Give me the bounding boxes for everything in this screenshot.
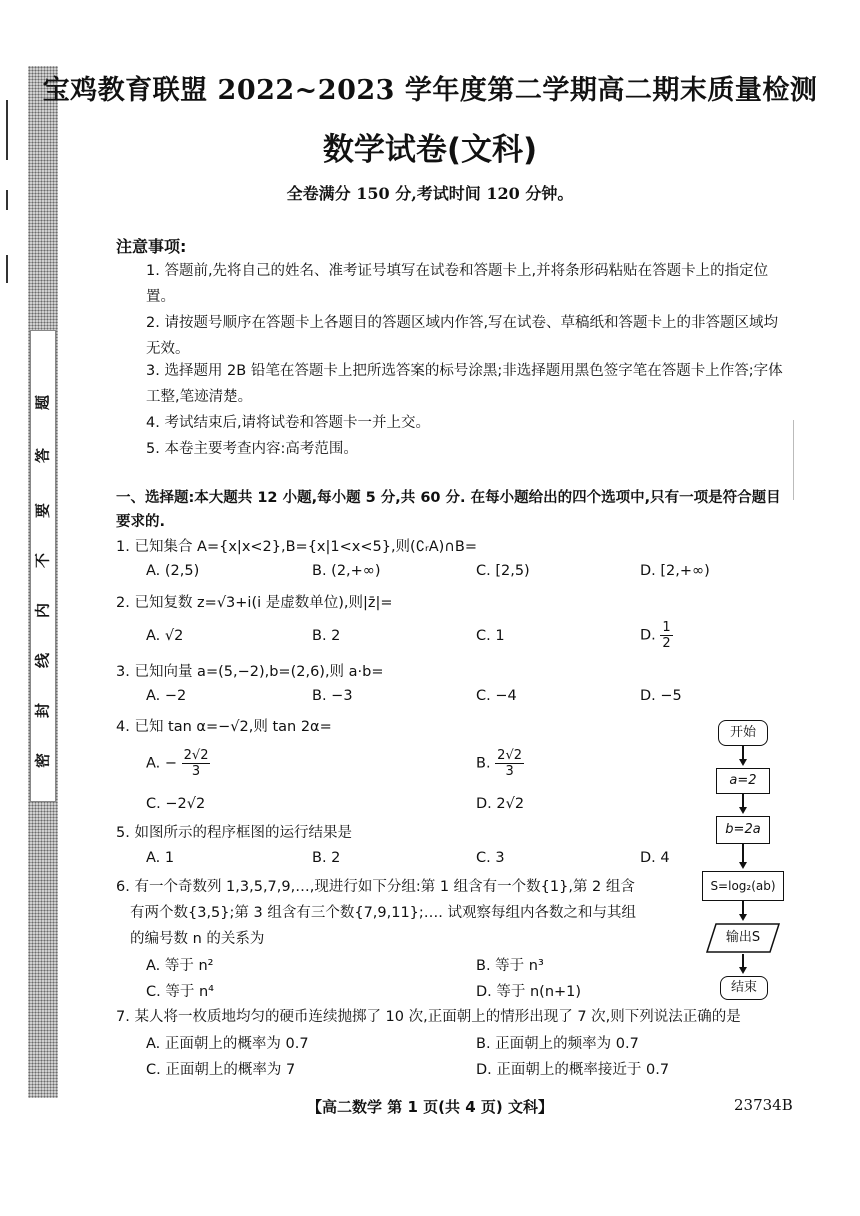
question-6-stem-line-1: 6. 有一个奇数列 1,3,5,7,9,…,现进行如下分组:第 1 组含有一个数{1},第 2 组含 <box>116 879 635 895</box>
note-item: 3. 选择题用 2B 铅笔在答题卡上把所选答案的标号涂黑;非选择题用黑色签字笔在答题卡上作答;字体工整,笔迹清楚。 <box>146 363 783 405</box>
fraction <box>495 748 524 779</box>
question-4-option-c: C. −2√2 <box>146 796 206 812</box>
notes-heading: 注意事项: <box>116 237 187 256</box>
question-1-option-b: B. (2,+∞) <box>312 563 381 579</box>
question-6-option-d: D. 等于 n(n+1) <box>476 984 582 1000</box>
flowchart-step-2: b=2a <box>716 816 770 844</box>
question-3-option-a: A. −2 <box>146 688 187 704</box>
question-3-stem: 3. 已知向量 a=(5,−2),b=(2,6),则 a·b= <box>116 664 384 680</box>
flowchart-step-3: S=log₂(ab) <box>702 871 784 901</box>
flowchart-output: 输出S <box>725 930 761 945</box>
question-6-option-c: C. 等于 n⁴ <box>146 984 214 1000</box>
flowchart-arrow <box>739 914 747 921</box>
fraction-denominator: 2 <box>662 636 671 651</box>
question-5-option-c: C. 3 <box>476 850 505 866</box>
question-3-option-d: D. −5 <box>640 688 682 704</box>
question-2-option-a: A. √2 <box>146 628 184 644</box>
binding-char: 要 <box>33 503 52 519</box>
question-2-stem: 2. 已知复数 z=√3+i(i 是虚数单位),则|z̄|= <box>116 595 393 611</box>
flowchart-connector <box>742 794 744 808</box>
note-item: 5. 本卷主要考查内容:高考范围。 <box>146 441 358 457</box>
binding-char: 题 <box>33 395 52 411</box>
page-footer: 【高二数学 第 1 页(共 4 页) 文科】 <box>307 1098 553 1116</box>
question-4-stem: 4. 已知 tan α=−√2,则 tan 2α= <box>116 719 332 735</box>
score-line: 全卷满分 150 分,考试时间 120 分钟。 <box>286 184 574 203</box>
note-item: 4. 考试结束后,请将试卷和答题卡一并上交。 <box>146 415 431 431</box>
question-7-stem: 7. 某人将一枚质地均匀的硬币连续抛掷了 10 次,正面朝上的情形出现了 7 次,则下列说法正确的是 <box>116 1009 741 1025</box>
question-3-option-b: B. −3 <box>312 688 353 704</box>
question-1-option-c: C. [2,5) <box>476 563 530 579</box>
question-7-option-b: B. 正面朝上的频率为 0.7 <box>476 1036 639 1052</box>
flowchart-arrow <box>739 862 747 869</box>
option-label: B. <box>476 755 491 772</box>
note-item: 2. 请按题号顺序在答题卡上各题目的答题区域内作答,写在试卷、草稿纸和答题卡上的非答题区域均无效。 <box>146 315 779 357</box>
fraction-denominator: 3 <box>505 764 514 779</box>
question-1-option-a: A. (2,5) <box>146 563 200 579</box>
binding-char: 不 <box>33 553 52 569</box>
question-7-option-c: C. 正面朝上的概率为 7 <box>146 1062 296 1078</box>
question-3-option-c: C. −4 <box>476 688 517 704</box>
question-5-option-b: B. 2 <box>312 850 341 866</box>
scan-line <box>793 420 794 500</box>
question-1-option-d: D. [2,+∞) <box>640 563 710 579</box>
flowchart-start: 开始 <box>718 720 768 746</box>
flowchart-connector <box>742 954 744 968</box>
binding-char: 答 <box>33 448 52 464</box>
fraction-numerator: 2√2 <box>497 748 522 763</box>
question-5-option-d: D. 4 <box>640 850 670 866</box>
option-label: D. <box>640 627 656 644</box>
question-2-option-d <box>640 620 673 651</box>
note-item: 1. 答题前,先将自己的姓名、准考证号填写在试卷和答题卡上,并将条形码粘贴在答题卡上的指定位置。 <box>146 263 769 305</box>
exam-subtitle: 数学试卷(文科) <box>322 132 538 168</box>
question-1-stem: 1. 已知集合 A={x|x<2},B={x|1<x<5},则(∁ᵣA)∩B= <box>116 539 477 555</box>
paper-code: 23734B <box>734 1096 793 1114</box>
question-2-option-c: C. 1 <box>476 628 505 644</box>
fraction-numerator: 1 <box>662 620 671 635</box>
exam-title: 宝鸡教育联盟 2022~2023 学年度第二学期高二期末质量检测 <box>42 75 818 106</box>
question-4-option-a <box>146 748 210 779</box>
flowchart-end: 结束 <box>720 976 768 1000</box>
option-label: A. − <box>146 755 178 772</box>
question-5-option-a: A. 1 <box>146 850 175 866</box>
binding-char: 密 <box>33 753 52 769</box>
question-7-option-d: D. 正面朝上的概率接近于 0.7 <box>476 1062 670 1078</box>
binding-char: 内 <box>33 603 52 619</box>
question-6-option-a: A. 等于 n² <box>146 958 214 974</box>
question-4-option-b <box>476 748 524 779</box>
section-title: 一、选择题:本大题共 12 小题,每小题 5 分,共 60 分. 在每小题给出的四个选项中,只有一项是符合题目要求的. <box>116 490 781 530</box>
question-2-option-b: B. 2 <box>312 628 341 644</box>
edge-mark <box>6 255 8 283</box>
flowchart-connector <box>742 746 744 760</box>
fraction-numerator: 2√2 <box>183 748 209 763</box>
binding-char: 封 <box>33 703 52 719</box>
question-6-stem-line-2: 有两个数{3,5};第 3 组含有三个数{7,9,11};…. 试观察每组内各数之和与其组 <box>130 905 637 921</box>
question-6-stem-line-3: 的编号数 n 的关系为 <box>130 931 265 947</box>
flowchart-arrow <box>739 807 747 814</box>
flowchart-step-1: a=2 <box>716 768 770 794</box>
flowchart-arrow <box>739 967 747 974</box>
question-5-stem: 5. 如图所示的程序框图的运行结果是 <box>116 825 352 841</box>
fraction-denominator: 3 <box>191 764 201 779</box>
question-7-option-a: A. 正面朝上的概率为 0.7 <box>146 1036 309 1052</box>
fraction <box>660 620 672 651</box>
question-6-option-b: B. 等于 n³ <box>476 958 544 974</box>
fraction <box>182 748 211 779</box>
binding-char: 线 <box>33 653 52 669</box>
question-4-option-d: D. 2√2 <box>476 796 525 812</box>
flowchart-connector <box>742 901 744 915</box>
flowchart-arrow <box>739 759 747 766</box>
flowchart-connector <box>742 844 744 864</box>
